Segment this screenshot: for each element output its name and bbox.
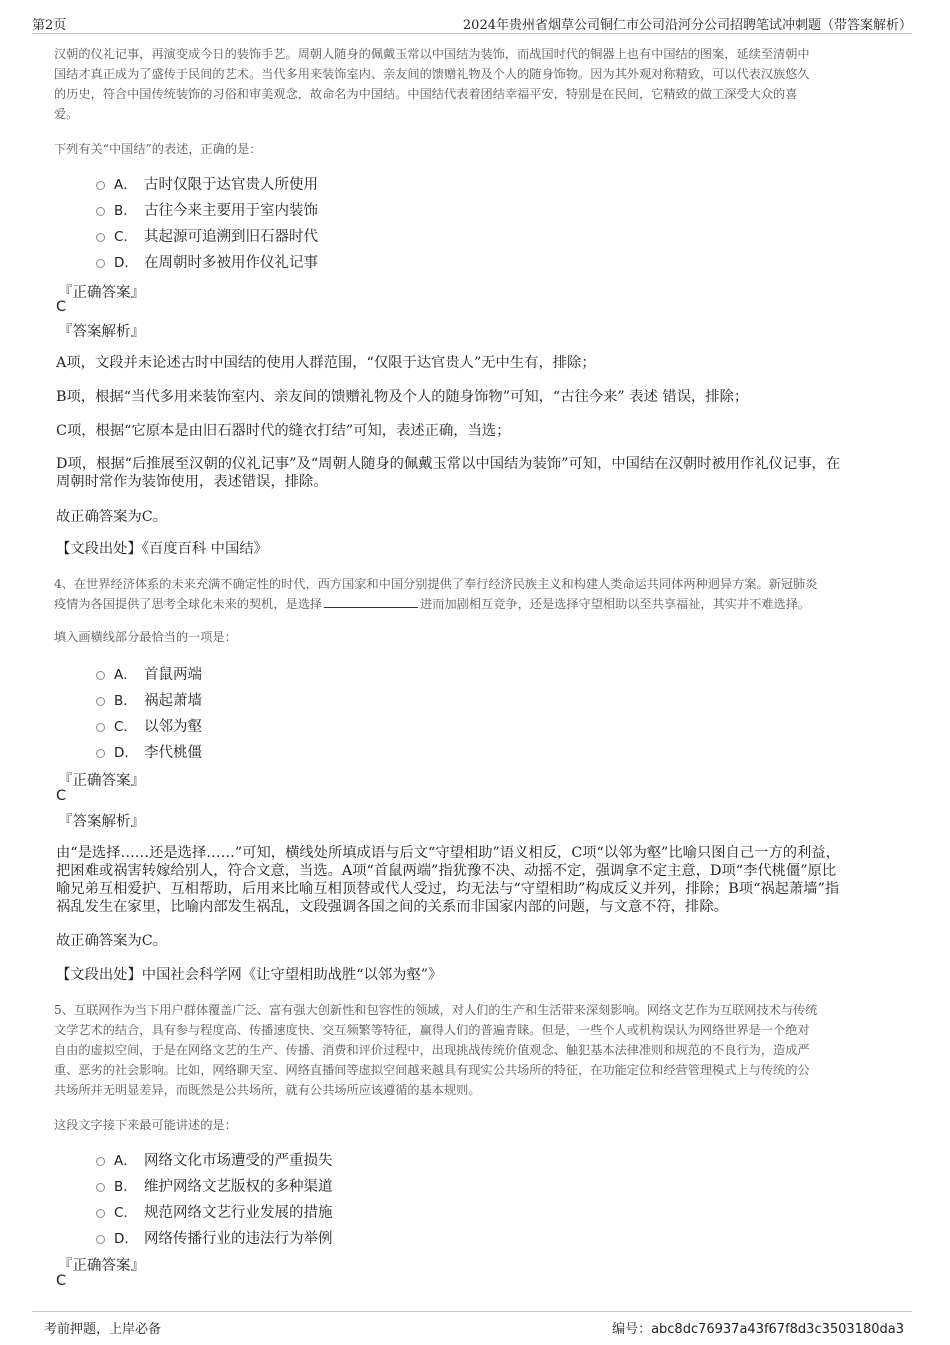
correct-answer-label: 『正确答案』 bbox=[58, 773, 145, 789]
q3-options bbox=[96, 170, 318, 274]
radio-icon[interactable] bbox=[96, 749, 105, 758]
q5-prompt: 这段文字接下来最可能讲述的是： bbox=[54, 1118, 237, 1132]
q5-stem: 5、互联网作为当下用户群体覆盖广泛、富有强大创新性和包容性的领域，对人们的生产和生活带来深刻影响。网络文艺作为互联网技术与传统 文学艺术的结合，具有参与程度高、传播速度快、交互频繁等特征，赢得人们的普遍青睐。但是，一些个人或机构误认为网络世界是一个绝对 自由的虚拟空间，于是在网络文艺的生产、传播、消费和评价过程中，出现挑战传统价值观念、触犯基本法律准则和规范的不良行为，造成严 重、恶劣的社会影响。比如，网络聊天室、网络直播间等虚拟空间越来越具有现实公共场所的特征，在功能定位和经营管理模式上与传统的公 共场所并无明显差异，而既然是公共场所，就有公共场所应该遵循的基本规则。 bbox=[54, 1003, 818, 1097]
q3-option-d[interactable]: D． 在周朝时多被用作仪礼记事 bbox=[96, 248, 318, 274]
page-number: 第2页 bbox=[32, 18, 67, 33]
radio-icon[interactable] bbox=[96, 723, 105, 732]
q3-explain-c: C项，根据“它原本是由旧石器时代的缝衣打结”可知，表述正确，当选； bbox=[56, 423, 511, 439]
radio-icon[interactable] bbox=[96, 233, 105, 242]
q4-prompt: 填入画横线部分最恰当的一项是： bbox=[54, 630, 237, 644]
fill-in-blank[interactable] bbox=[324, 594, 418, 608]
q4-source: 【文段出处】中国社会科学网《让守望相助战胜“以邻为壑”》 bbox=[56, 967, 443, 983]
radio-icon[interactable] bbox=[96, 697, 105, 706]
q4-options bbox=[96, 660, 202, 764]
q3-prompt: 下列有关“中国结”的表述，正确的是： bbox=[54, 142, 262, 156]
q4-stem: 4、在世界经济体系的未来充满不确定性的时代，西方国家和中国分别提供了奉行经济民族主义和构建人类命运共同体两种迥异方案。新冠肺炎 疫情为各国提供了思考全球化未来的契机，是选择 进而加剧相互竞争，还是选择守望相助以至共享福祉，其实并不难选择。 bbox=[54, 577, 818, 611]
passage-line: 爱。 bbox=[54, 107, 79, 121]
q3-explain-a: A项，文段并未论述古时中国结的使用人群范围，“仅限于达官贵人”无中生有，排除； bbox=[56, 355, 596, 371]
q4-option-b[interactable]: B． 祸起萧墙 bbox=[96, 686, 202, 712]
q3-explain-d: D项，根据“后推展至汉朝的仪礼记事”及“周朝人随身的佩戴玉常以中国结为装饰”可知，中国结在汉朝时被用作礼仪记事，在 周朝时常作为装饰使用，表述错误，排除。 bbox=[56, 456, 841, 490]
q3-option-b[interactable]: B． 古往今来主要用于室内装饰 bbox=[96, 196, 318, 222]
correct-answer-label: 『正确答案』 bbox=[58, 1258, 145, 1274]
analysis-label: 『答案解析』 bbox=[58, 324, 145, 340]
page-header bbox=[32, 11, 912, 34]
q3-option-c[interactable]: C． 其起源可追溯到旧石器时代 bbox=[96, 222, 318, 248]
radio-icon[interactable] bbox=[96, 671, 105, 680]
q5-option-c[interactable]: C． 规范网络文艺行业发展的措施 bbox=[96, 1198, 333, 1224]
q5-options bbox=[96, 1146, 333, 1250]
q5-option-a[interactable]: A． 网络文化市场遭受的严重损失 bbox=[96, 1146, 333, 1172]
correct-answer-value: C bbox=[56, 299, 67, 315]
q3-explain-b: B项，根据“当代多用来装饰室内、亲友间的馈赠礼物及个人的随身饰物”可知，“古往今来” 表述 错误，排除； bbox=[56, 389, 749, 405]
radio-icon[interactable] bbox=[96, 207, 105, 216]
correct-answer-value: C bbox=[56, 1273, 67, 1289]
passage-line: 国结才真正成为了盛传于民间的艺术。当代多用来装饰室内、亲友间的馈赠礼物及个人的随身饰物。因为其外观对称精致，可以代表汉族悠久 bbox=[54, 67, 810, 81]
correct-answer-value: C bbox=[56, 788, 67, 804]
footer-slogan: 考前押题，上岸必备 bbox=[44, 1322, 162, 1337]
passage-line: 的历史，符合中国传统装饰的习俗和审美观念，故命名为中国结。中国结代表着团结幸福平安，特别是在民间，它精致的做工深受大众的喜 bbox=[54, 87, 798, 101]
radio-icon[interactable] bbox=[96, 1209, 105, 1218]
radio-icon[interactable] bbox=[96, 1235, 105, 1244]
q4-option-d[interactable]: D． 李代桃僵 bbox=[96, 738, 202, 764]
q3-conclusion: 故正确答案为C。 bbox=[56, 509, 168, 525]
document-title: 2024年贵州省烟草公司铜仁市公司沿河分公司招聘笔试冲刺题（带答案解析） bbox=[462, 18, 912, 33]
passage-line: 汉朝的仪礼记事，再演变成今日的装饰手艺。周朝人随身的佩戴玉常以中国结为装饰，而战国时代的铜器上也有中国结的图案，延续至清朝中 bbox=[54, 47, 810, 61]
page-footer bbox=[32, 1311, 912, 1336]
radio-icon[interactable] bbox=[96, 259, 105, 268]
q3-source: 【文段出处】《百度百科 中国结》 bbox=[56, 541, 268, 557]
analysis-label: 『答案解析』 bbox=[58, 814, 145, 830]
correct-answer-label: 『正确答案』 bbox=[58, 285, 145, 301]
q5-option-b[interactable]: B． 维护网络文艺版权的多种渠道 bbox=[96, 1172, 333, 1198]
q4-option-a[interactable]: A． 首鼠两端 bbox=[96, 660, 202, 686]
radio-icon[interactable] bbox=[96, 1183, 105, 1192]
radio-icon[interactable] bbox=[96, 181, 105, 190]
radio-icon[interactable] bbox=[96, 1157, 105, 1166]
q5-option-d[interactable]: D． 网络传播行业的违法行为举例 bbox=[96, 1224, 333, 1250]
q3-option-a[interactable]: A． 古时仅限于达官贵人所使用 bbox=[96, 170, 318, 196]
q4-explanation: 由“是选择……还是选择……”可知，横线处所填成语与后文“守望相助”语义相反，C项“以邻为壑”比喻只图自己一方的利益， 把困难或祸害转嫁给别人，符合文意，当选。A项“首鼠两端”指犹豫不决、动摇不定，强调拿不定主意，D项“李代桃僵”原比 喻兄弟互相爱护、互相帮助，后用来比喻互相顶替或代人受过，均无法与“守望相助”构成反义并列，排除；B项“祸起萧墙”指 祸乱发生在家里，比喻内部发生祸乱，文段强调各国之间的关系而非国家内部的问题，与文意不符，排除。 bbox=[56, 845, 840, 915]
q4-option-c[interactable]: C． 以邻为壑 bbox=[96, 712, 202, 738]
q4-conclusion: 故正确答案为C。 bbox=[56, 933, 168, 949]
intro-passage bbox=[54, 44, 906, 124]
document-code: 编号：abc8dc76937a43f67f8d3c3503180da3 bbox=[612, 1322, 904, 1337]
